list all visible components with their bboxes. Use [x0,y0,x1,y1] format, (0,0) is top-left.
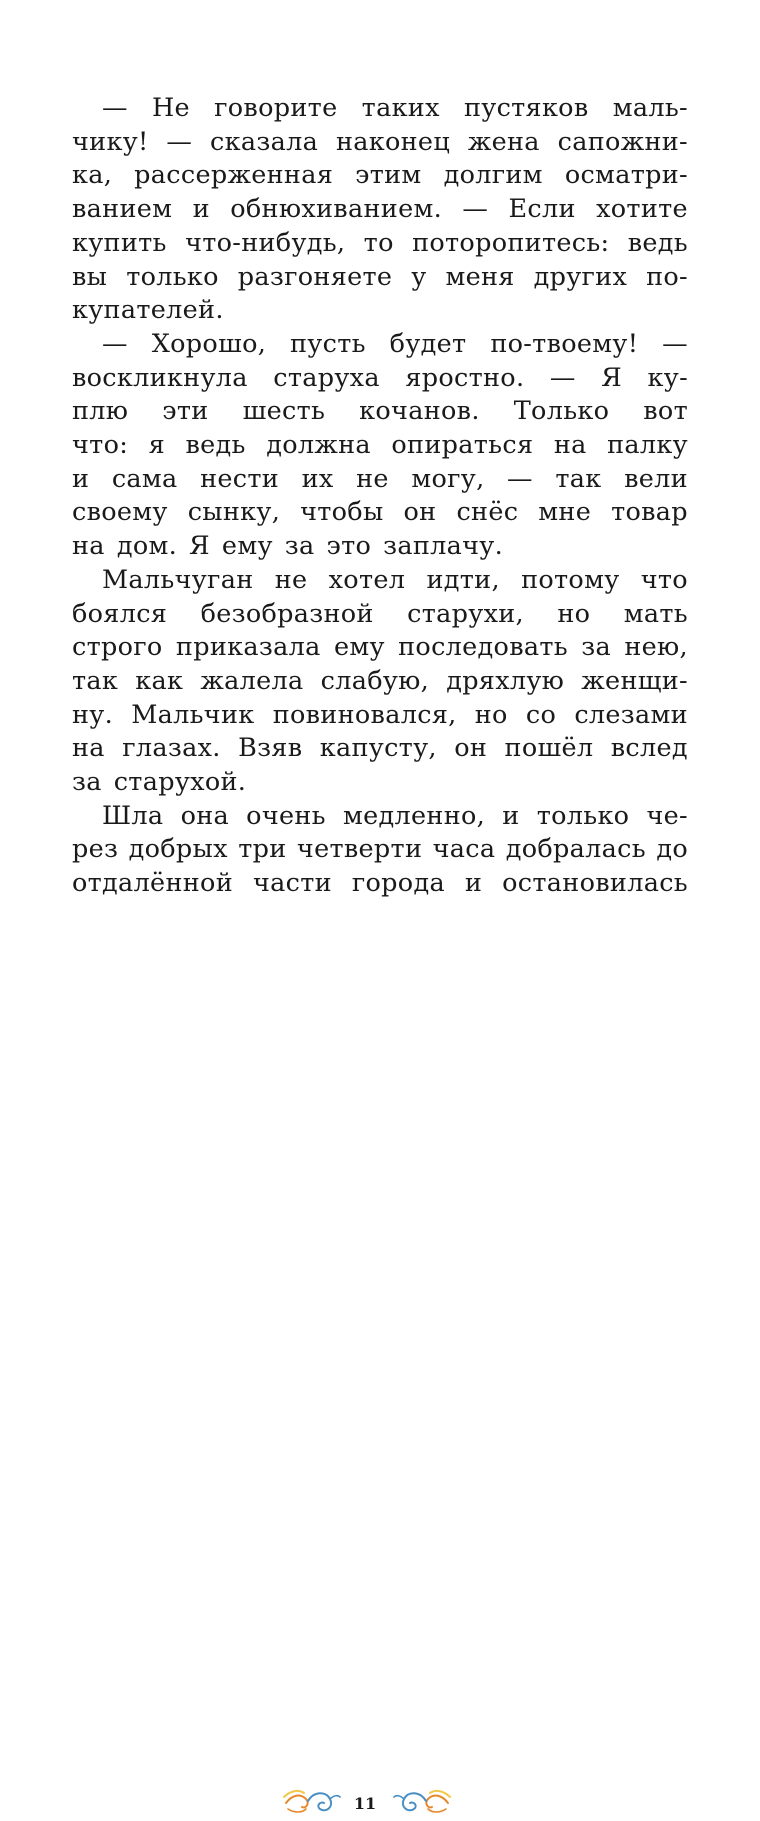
text-line: своему сынку, чтобы он снёс мне товар [72,497,688,528]
text-line: ну. Мальчик повиновался, но со слезами [72,699,688,730]
text-line: купателей. [72,295,224,326]
page-footer [0,890,760,1813]
text-line: отдалённой части города и остановилась [72,868,688,899]
left-ornament-icon [282,1783,342,1821]
text-line: Мальчуган не хотел идти, потому что [102,564,688,595]
text-line: на дом. Я ему за это заплачу. [72,531,504,562]
text-line: что: я ведь должна опираться на палку [72,430,688,460]
text-line: купить что-нибудь, то поторопитесь: ведь [72,227,688,258]
text-line: Шла она очень медленно, и только че- [102,800,688,831]
text-line: на глазах. Взяв капусту, он пошёл вслед [72,733,688,764]
text-line: и сама нести их не могу, — так вели [72,463,688,494]
page-number: 11 [353,1794,377,1813]
text-line: рез добрых три четверти часа добралась до [72,834,688,865]
text-line: вы только разгоняете у меня других по- [72,261,688,292]
text-line: ванием и обнюхиванием. — Если хотите [72,194,688,225]
text-line: за старухой. [72,767,247,797]
text-line: чику! — сказала наконец жена сапожни- [72,126,688,157]
text-line: так как жалела слабую, дряхлую женщи- [72,665,688,696]
text-line: ка, рассерженная этим долгим осматри- [72,160,688,191]
right-ornament-icon [392,1783,452,1821]
text-line: строго приказала ему последовать за нею, [72,632,688,663]
text-line: боялся безобразной старухи, но мать [72,598,688,629]
text-line: воскликнула старуха яростно. — Я ку- [72,362,688,393]
text-line: — Не говорите таких пустяков маль- [102,93,688,123]
text-line: — Хорошо, пусть будет по-твоему! — [102,328,688,359]
text-line: плю эти шесть кочанов. Только вот [72,396,688,427]
